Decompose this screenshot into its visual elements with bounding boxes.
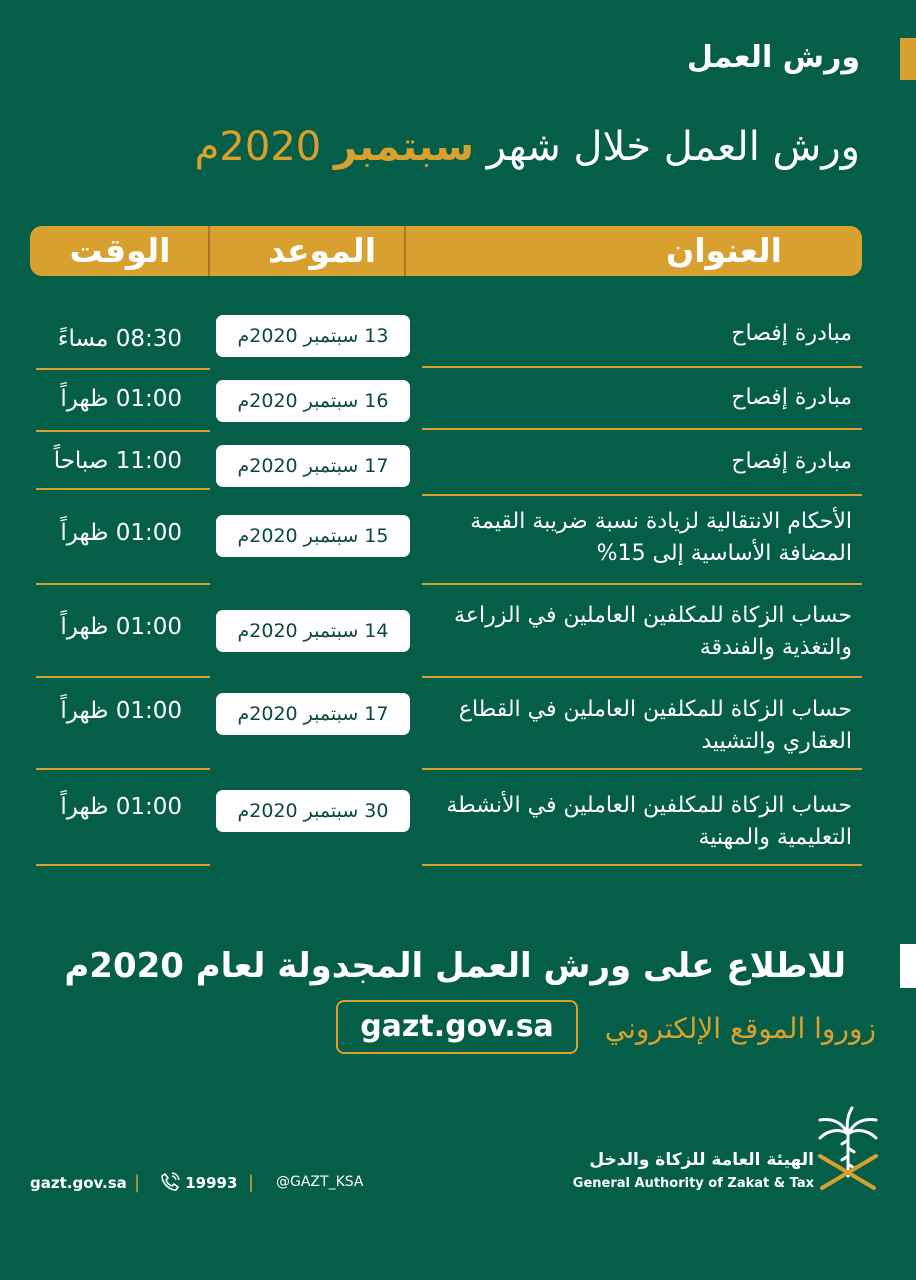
row-date: 13 سبتمبر 2020م bbox=[216, 315, 410, 357]
palm-logo-icon bbox=[812, 1104, 884, 1194]
row-time: 01:00 ظهراً bbox=[60, 520, 182, 546]
cta-headline: للاطلاع على ورش العمل المجدولة لعام 2020م bbox=[64, 946, 846, 986]
row-date: 17 سبتمبر 2020م bbox=[216, 445, 410, 487]
row-divider bbox=[36, 864, 210, 866]
row-divider bbox=[36, 368, 210, 370]
cta-visit-text: زوروا الموقع الإلكتروني bbox=[604, 1012, 876, 1045]
footer-separator: | bbox=[134, 1172, 141, 1193]
row-divider bbox=[36, 768, 210, 770]
org-name-arabic: الهيئة العامة للزكاة والدخل bbox=[589, 1150, 814, 1170]
footer-phone-number: 19993 bbox=[185, 1174, 238, 1192]
row-date: 30 سبتمبر 2020م bbox=[216, 790, 410, 832]
row-time: 01:00 ظهراً bbox=[60, 698, 182, 724]
row-title: مبادرة إفصاح bbox=[731, 321, 852, 346]
section-label: ورش العمل bbox=[686, 40, 860, 75]
row-time: 01:00 ظهراً bbox=[60, 386, 182, 412]
row-date: 14 سبتمبر 2020م bbox=[216, 610, 410, 652]
website-link[interactable]: gazt.gov.sa bbox=[336, 1000, 578, 1054]
row-divider bbox=[36, 583, 210, 585]
org-name-english: General Authority of Zakat & Tax bbox=[572, 1176, 814, 1191]
row-date: 17 سبتمبر 2020م bbox=[216, 693, 410, 735]
footer-website[interactable]: gazt.gov.sa bbox=[30, 1174, 127, 1192]
header-title: العنوان bbox=[666, 231, 782, 270]
row-time: 01:00 ظهراً bbox=[60, 614, 182, 640]
headline-month: سبتمبر bbox=[333, 124, 474, 170]
row-divider bbox=[422, 864, 862, 866]
row-divider bbox=[422, 676, 862, 678]
row-divider bbox=[36, 488, 210, 490]
row-date: 15 سبتمبر 2020م bbox=[216, 515, 410, 557]
row-divider bbox=[422, 583, 862, 585]
row-title: حساب الزكاة للمكلفين العاملين في الزراعة والتغذية والفندقة bbox=[454, 603, 852, 660]
phone-icon bbox=[160, 1172, 180, 1192]
page-title bbox=[195, 124, 860, 170]
row-divider bbox=[36, 430, 210, 432]
row-divider bbox=[36, 676, 210, 678]
row-title: حساب الزكاة للمكلفين العاملين في القطاع العقاري والتشييد bbox=[458, 697, 852, 754]
header-time: الوقت bbox=[69, 231, 171, 270]
row-time: 11:00 صباحاً bbox=[53, 448, 182, 474]
header-date: الموعد bbox=[267, 231, 377, 270]
cta-accent-bar bbox=[900, 944, 916, 988]
row-divider bbox=[422, 428, 862, 430]
row-divider bbox=[422, 494, 862, 496]
footer-separator: | bbox=[248, 1172, 255, 1193]
row-divider bbox=[422, 366, 862, 368]
row-divider bbox=[422, 768, 862, 770]
footer-social-handle[interactable]: @GAZT_KSA bbox=[276, 1174, 364, 1190]
top-accent-bar bbox=[900, 38, 916, 80]
footer-phone[interactable] bbox=[160, 1172, 237, 1192]
row-time: 01:00 ظهراً bbox=[60, 794, 182, 820]
row-title: الأحكام الانتقالية لزيادة نسبة ضريبة القيمة المضافة الأساسية إلى 15% bbox=[470, 509, 852, 566]
row-time: 08:30 مساءً bbox=[57, 326, 182, 352]
table-header bbox=[30, 226, 862, 276]
row-title: حساب الزكاة للمكلفين العاملين في الأنشطة التعليمية والمهنية bbox=[446, 793, 852, 850]
row-title: مبادرة إفصاح bbox=[731, 385, 852, 410]
header-divider bbox=[404, 226, 406, 276]
headline-year: 2020م bbox=[194, 124, 322, 170]
row-title: مبادرة إفصاح bbox=[731, 449, 852, 474]
row-date: 16 سبتمبر 2020م bbox=[216, 380, 410, 422]
headline-prefix: ورش العمل خلال شهر bbox=[486, 124, 860, 170]
